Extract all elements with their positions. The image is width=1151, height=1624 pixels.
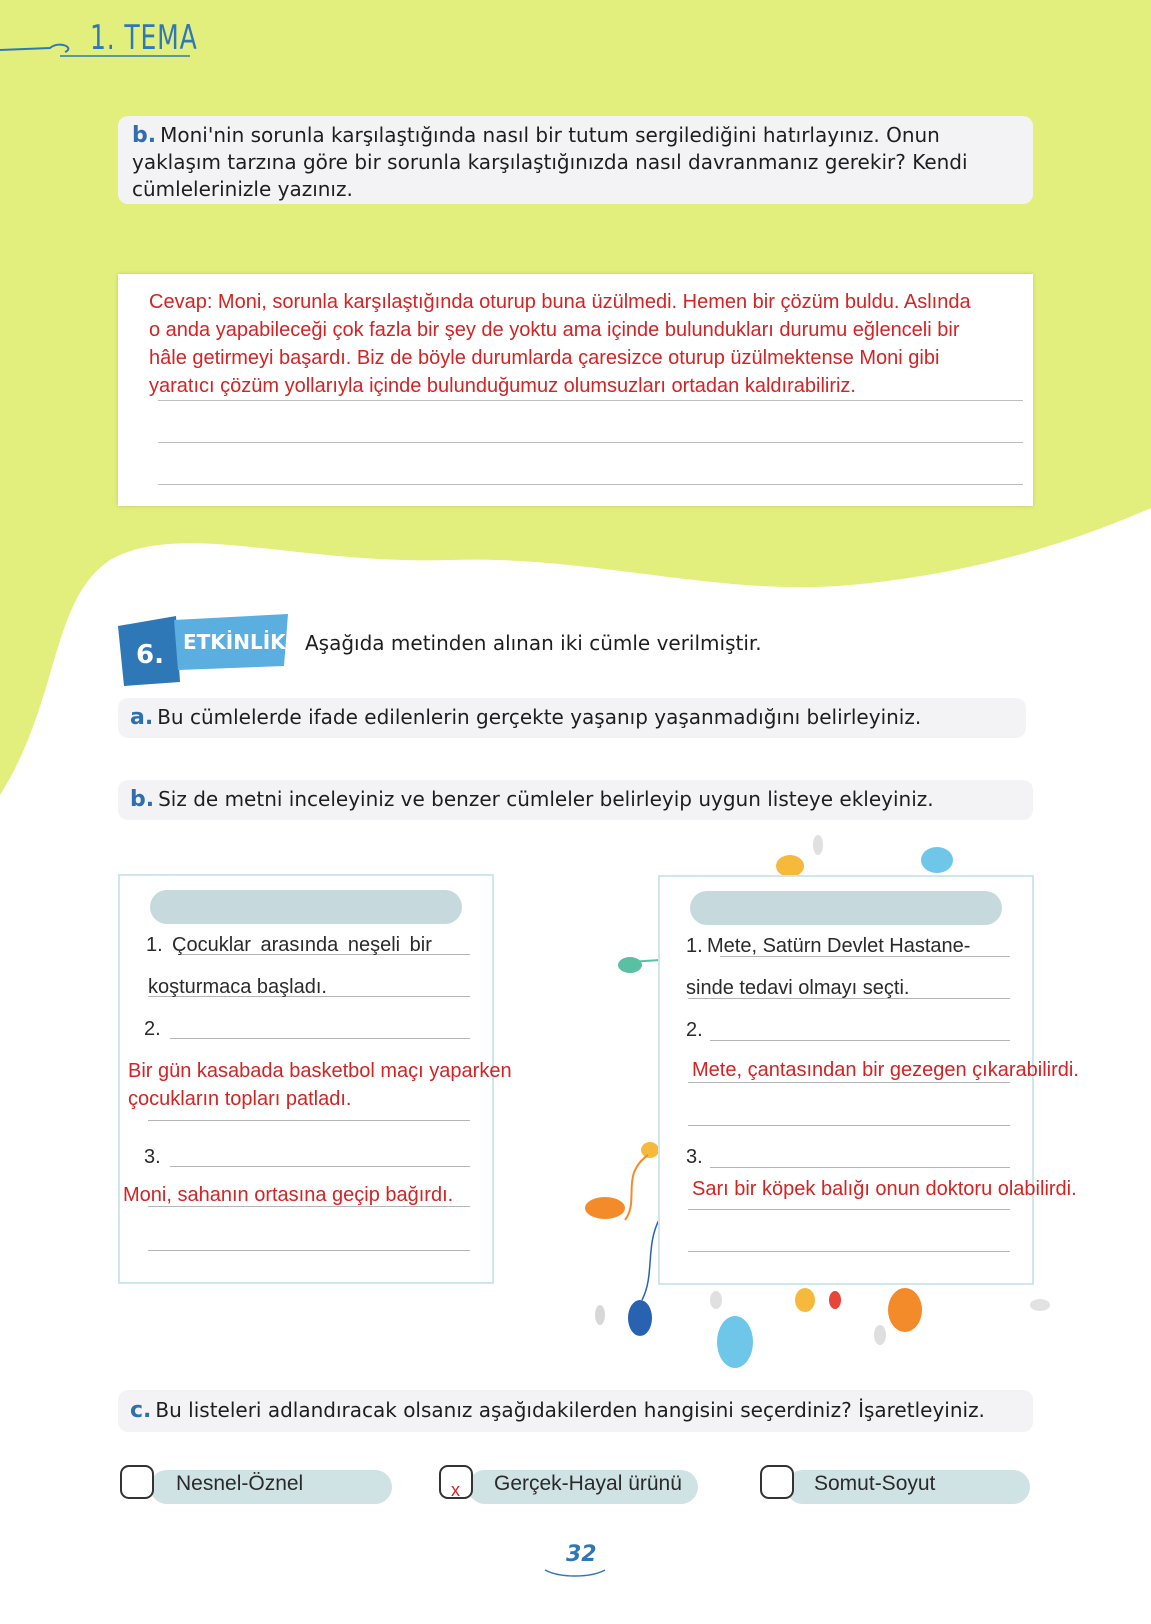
- question-c-box: [118, 1390, 1033, 1432]
- question-c-text: [130, 1397, 985, 1424]
- option-checkbox-somut-soyut[interactable]: [760, 1465, 794, 1499]
- answer-line: hâle getirmeyi başardı. Biz de böyle durumlarda çaresizce oturup üzülmektense Moni gibi: [149, 347, 940, 369]
- question-b-body: Moni'nin sorunla karşılaştığında nasıl bir tutum sergilediğini hatırlayınız. Onun yaklaşım tarzına göre bir sorunla karşılaştığınızda nasıl davranmanız gerekir? Kendi cümlelerinizle yazınız.: [132, 123, 968, 201]
- ruled-line: [158, 484, 1023, 485]
- answer-line: o anda yapabileceği çok fazla bir şey de yoktu ama içinde bulundukları durumu eğlenceli bir: [149, 319, 960, 341]
- option-label-somut-soyut: Somut-Soyut: [814, 1472, 936, 1495]
- question-b2-box: [118, 780, 1033, 820]
- ruled-line: [158, 442, 1023, 443]
- answer-text: [149, 288, 1149, 400]
- question-c-letter: c.: [130, 1398, 152, 1423]
- left-item1-number: 1.: [146, 934, 163, 956]
- page-number: 32: [566, 1542, 597, 1567]
- activity-intro: Aşağıda metinden alınan iki cümle verilmiştir.: [305, 631, 762, 655]
- left-item3-number: 3.: [144, 1146, 161, 1168]
- list-header-placeholder: [150, 890, 462, 924]
- question-b-box: [118, 116, 1033, 204]
- option-checkbox-nesnel-oznel[interactable]: [120, 1465, 154, 1499]
- option-label-nesnel-oznel: Nesnel-Öznel: [176, 1472, 304, 1495]
- question-a-letter: a.: [130, 705, 154, 730]
- question-b-letter: b.: [132, 123, 157, 148]
- question-b2-letter: b.: [130, 787, 155, 812]
- ruled-line: [158, 400, 1023, 401]
- left-item2-number: 2.: [144, 1018, 161, 1040]
- left-item1-line2: koşturmaca başladı.: [148, 976, 327, 998]
- right-item3-number: 3.: [686, 1146, 703, 1168]
- right-item2-answer: Mete, çantasından bir gezegen çıkarabilirdi.: [692, 1059, 1079, 1081]
- right-item1-line2: sinde tedavi olmayı seçti.: [686, 977, 910, 999]
- left-item1-line1: Çocuklar arasında neşeli bir: [172, 934, 432, 956]
- left-item2-answer-line2: çocukların topları patladı.: [128, 1088, 352, 1110]
- activity-number: 6.: [136, 640, 164, 670]
- option-label-gercek-hayal: Gerçek-Hayal ürünü: [494, 1472, 682, 1495]
- question-a-text: [130, 704, 921, 731]
- right-item1-number: 1.: [686, 935, 703, 957]
- question-c-body: Bu listeleri adlandıracak olsanız aşağıdakilerden hangisini seçerdiniz? İşaretleyiniz.: [155, 1398, 985, 1422]
- list-header-placeholder: [690, 891, 1002, 925]
- answer-line: Cevap: Moni, sorunla karşılaştığında oturup buna üzülmedi. Hemen bir çözüm buldu. Aslında: [149, 291, 971, 313]
- answer-line: yaratıcı çözüm yollarıyla içinde bulunduğumuz olumsuzları ortadan kaldırabiliriz.: [149, 375, 856, 397]
- left-item2-answer-line1: Bir gün kasabada basketbol maçı yaparken: [128, 1060, 512, 1082]
- right-item2-number: 2.: [686, 1019, 703, 1041]
- right-item3-answer: Sarı bir köpek balığı onun doktoru olabilirdi.: [692, 1178, 1077, 1200]
- question-b-text: [132, 122, 1022, 203]
- left-item3-answer: Moni, sahanın ortasına geçip bağırdı.: [123, 1184, 454, 1206]
- question-b2-body: Siz de metni inceleyiniz ve benzer cümleler belirleyip uygun listeye ekleyiniz.: [158, 787, 934, 811]
- activity-label: ETKİNLİK: [183, 630, 286, 654]
- question-b2-text: [130, 786, 934, 813]
- question-a-body: Bu cümlelerde ifade edilenlerin gerçekte yaşanıp yaşanmadığını belirleyiniz.: [157, 705, 922, 729]
- right-item1-line1: Mete, Satürn Devlet Hastane-: [707, 935, 971, 957]
- option-check-mark: x: [451, 1480, 460, 1500]
- question-a-box: [118, 698, 1026, 738]
- theme-title: 1. TEMA: [90, 18, 198, 58]
